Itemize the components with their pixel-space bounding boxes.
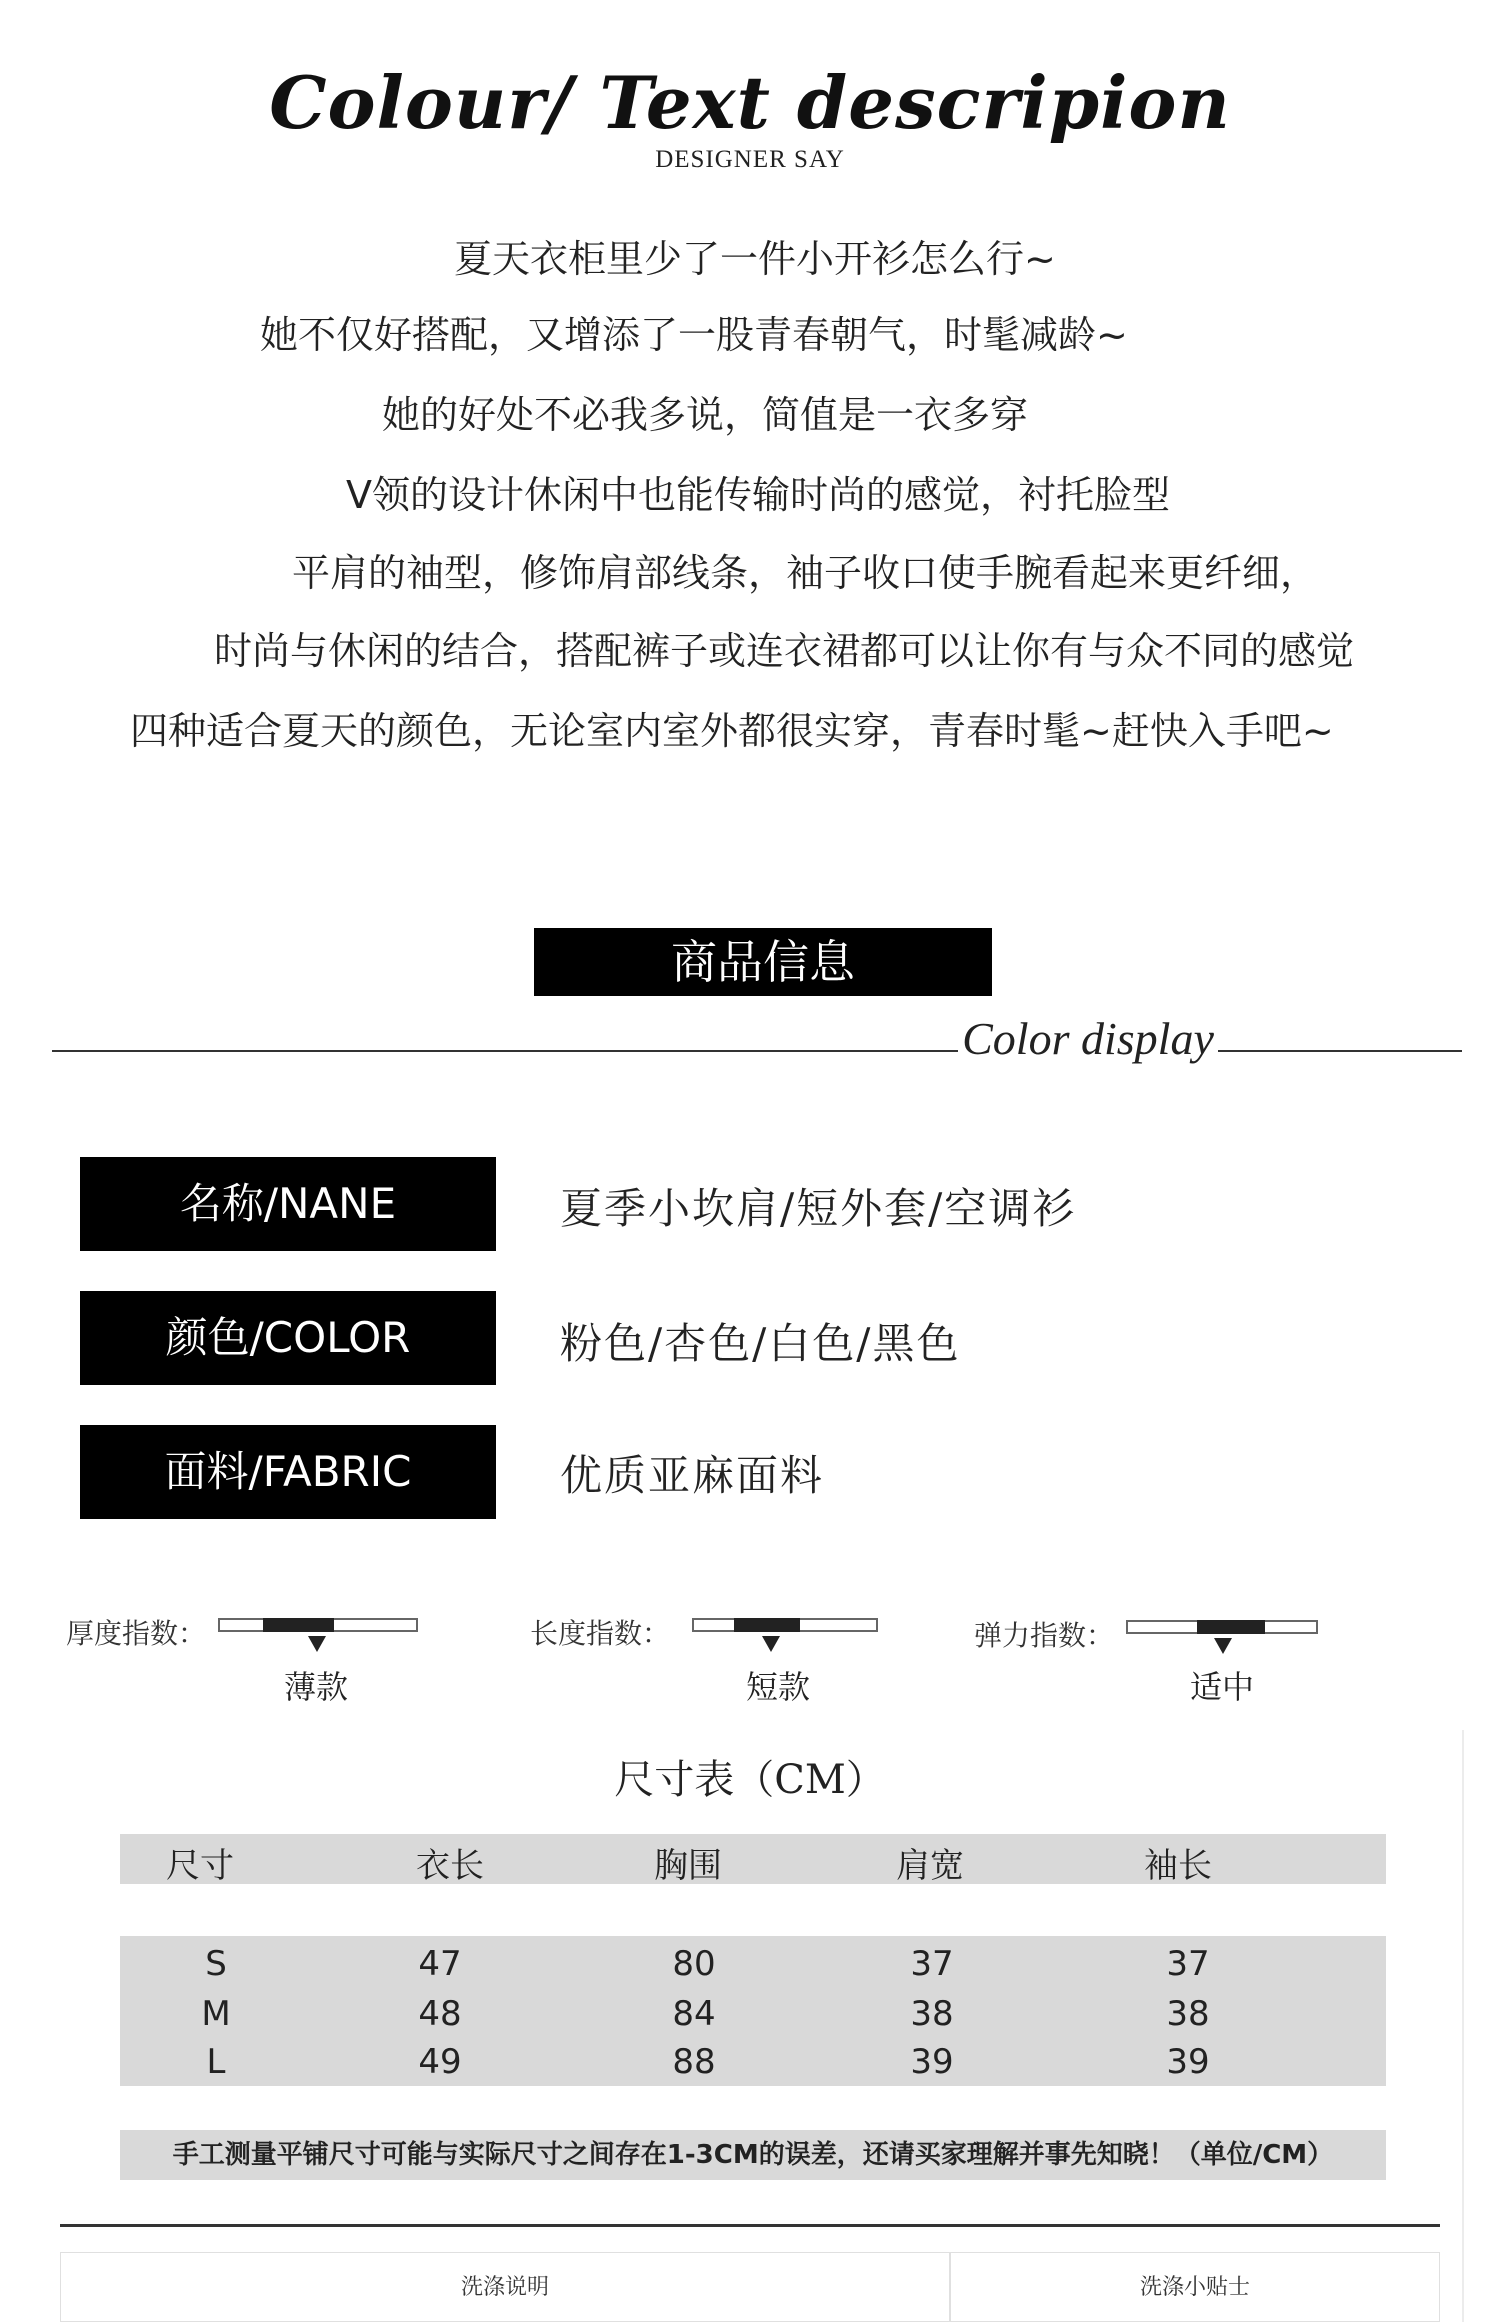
description-line-2: 她不仅好搭配，又增添了一股青春朝气，时髦减龄~	[260, 313, 1128, 357]
table-cell: S	[205, 1944, 227, 1984]
table-cell: 39	[910, 2042, 954, 2082]
description-line-1: 夏天衣柜里少了一件小开衫怎么行~	[454, 237, 1056, 281]
table-cell: M	[201, 1994, 231, 2034]
washing-instructions-label: 洗涤说明	[460, 2275, 549, 2300]
header-cell-length: 衣长	[416, 1846, 484, 1886]
table-cell: 84	[672, 1994, 716, 2034]
bottom-divider	[60, 2224, 1440, 2227]
length-index-label: 长度指数：	[530, 1617, 671, 1650]
thickness-index-label: 厚度指数：	[66, 1617, 207, 1650]
measurement-note: 手工测量平铺尺寸可能与实际尺寸之间存在1-3CM的误差，还请买家理解并事先知晓！（单位/CM）	[120, 2130, 1386, 2180]
attr-name-label: 名称/NANE	[80, 1157, 496, 1251]
product-info-banner: 商品信息	[534, 928, 992, 996]
header-cell-shoulder: 肩宽	[896, 1846, 964, 1886]
table-cell: 37	[1166, 1944, 1210, 1984]
size-table-title: 尺寸表（CM）	[614, 1757, 886, 1803]
description-line-7: 四种适合夏天的颜色，无论室内室外都很实穿，青春时髦~赶快入手吧~	[130, 709, 1334, 753]
table-cell: 88	[672, 2042, 716, 2082]
thickness-index-value: 薄款	[284, 1668, 349, 1706]
washing-instructions-box	[60, 2252, 950, 2322]
script-title: Colour/ Text descripion	[269, 60, 1231, 145]
header-cell-size: 尺寸	[166, 1846, 234, 1886]
designer-say-subtitle: DESIGNER SAY	[655, 146, 845, 173]
description-line-5: 平肩的袖型，修饰肩部线条，袖子收口使手腕看起来更纤细，	[292, 551, 1319, 595]
length-index-value: 短款	[746, 1668, 811, 1706]
table-cell: 39	[1166, 2042, 1210, 2082]
elasticity-index-value: 适中	[1190, 1668, 1255, 1706]
color-display-label: Color display	[958, 1012, 1218, 1065]
thickness-index-bar	[218, 1618, 418, 1632]
elasticity-index-arrow	[1214, 1638, 1232, 1654]
description-line-6: 时尚与休闲的结合，搭配裤子或连衣裙都可以让你有与众不同的感觉	[214, 629, 1355, 673]
length-index-fill	[734, 1618, 800, 1632]
header-cell-chest: 胸围	[654, 1846, 722, 1886]
description-line-3: 她的好处不必我多说，简值是一衣多穿	[382, 393, 1029, 437]
table-cell: 38	[1166, 1994, 1210, 2034]
table-cell: L	[206, 2042, 226, 2082]
header-cell-sleeve: 袖长	[1144, 1846, 1212, 1886]
elasticity-index-label: 弹力指数：	[974, 1619, 1115, 1652]
table-cell: 48	[418, 1994, 462, 2034]
attr-color-label: 颜色/COLOR	[80, 1291, 496, 1385]
size-table-body	[120, 1936, 1386, 2086]
thickness-index-fill	[263, 1618, 334, 1632]
color-display-divider	[52, 1050, 1462, 1052]
washing-tips-label: 洗涤小贴士	[1139, 2275, 1250, 2300]
right-edge-line	[1462, 1730, 1464, 2322]
elasticity-index-bar	[1126, 1620, 1318, 1634]
length-index-bar	[692, 1618, 878, 1632]
table-cell: 47	[418, 1944, 462, 1984]
table-cell: 49	[418, 2042, 462, 2082]
description-line-4: V领的设计休闲中也能传输时尚的感觉，衬托脸型	[346, 473, 1170, 517]
table-cell: 80	[672, 1944, 716, 1984]
table-cell: 38	[910, 1994, 954, 2034]
attr-name-value: 夏季小坎肩/短外套/空调衫	[560, 1184, 1077, 1233]
attr-color-value: 粉色/杏色/白色/黑色	[560, 1319, 961, 1368]
attr-fabric-value: 优质亚麻面料	[560, 1451, 825, 1500]
attr-fabric-label: 面料/FABRIC	[80, 1425, 496, 1519]
elasticity-index-fill	[1197, 1620, 1265, 1634]
length-index-arrow	[762, 1636, 780, 1652]
washing-tips-box	[950, 2252, 1440, 2322]
size-table-header	[120, 1834, 1386, 1884]
table-cell: 37	[910, 1944, 954, 1984]
thickness-index-arrow	[308, 1636, 326, 1652]
